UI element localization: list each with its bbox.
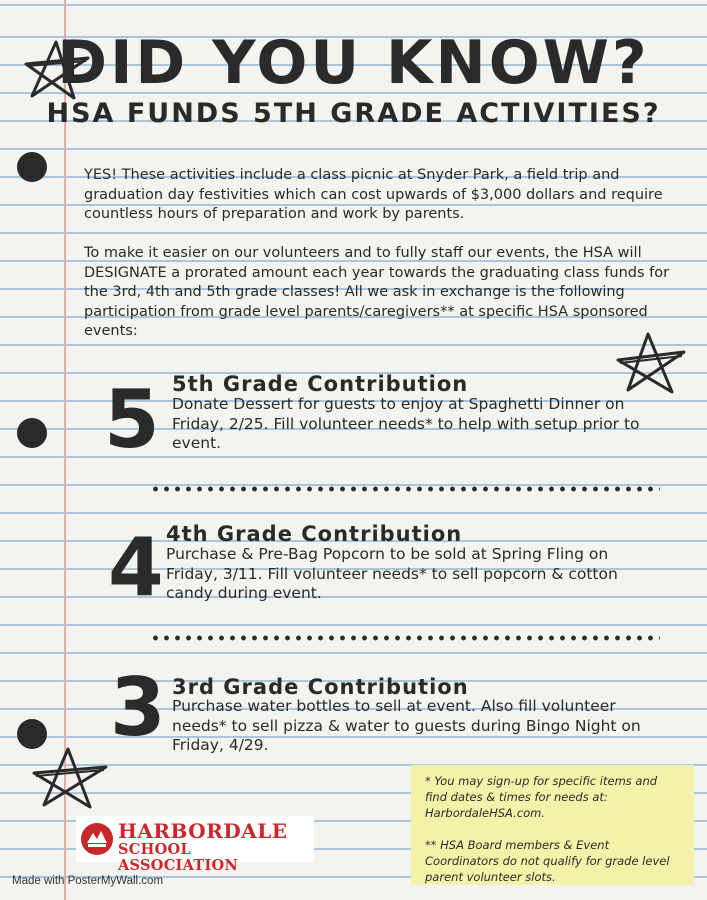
page-title: DID YOU KNOW? (57, 28, 650, 98)
footnote-signup: * You may sign-up for specific items and find dates & times for needs at: HarbordaleHSA.com. (425, 774, 658, 820)
section-title: 4th Grade Contribution (166, 522, 463, 546)
star-doodle-icon (28, 745, 110, 809)
page-subtitle: HSA FUNDS 5TH GRADE ACTIVITIES? (46, 98, 661, 129)
intro-paragraph: To make it easier on our volunteers and to fully staff our events, the HSA will DESIGNATE a prorated amount each year towards the graduating class funds for the 3rd, 4th and 5th grade classes! All we ask in exchange is the following participation from grade level parents/caregivers** at specific HSA sponsored events: (84, 245, 670, 339)
footnote-box (411, 765, 694, 885)
intro-paragraph: YES! These activities include a class picnic at Snyder Park, a field trip and graduation day festivities which can cost upwards of $3,000 dollars and require countless hours of preparation and work by parents. (84, 167, 663, 222)
footnote-board: ** HSA Board members & Event Coordinators do not qualify for grade level parent volunteer slots. (425, 838, 670, 884)
credit-text: Made with PosterMyWall.com (12, 875, 164, 887)
section-title: 5th Grade Contribution (172, 372, 469, 396)
logo-line-1: HARBORDALE (118, 819, 288, 843)
section-body: Purchase & Pre-Bag Popcorn to be sold at Spring Fling on Friday, 3/11. Fill volunteer needs* to sell popcorn & cotton candy during event. (166, 545, 618, 602)
binder-hole (17, 418, 47, 448)
dotted-divider (150, 635, 660, 641)
school-logo (76, 816, 314, 874)
binder-hole (17, 152, 47, 182)
grade-number: 3 (110, 661, 166, 754)
dotted-divider (150, 486, 660, 492)
section-body: Donate Dessert for guests to enjoy at Spaghetti Dinner on Friday, 2/25. Fill volunteer needs* to help with setup prior to event. (172, 395, 640, 452)
logo-line-2: SCHOOL ASSOCIATION (118, 841, 239, 874)
section-title: 3rd Grade Contribution (172, 675, 469, 699)
school-crest-icon (80, 821, 114, 857)
section-body: Purchase water bottles to sell at event. Also fill volunteer needs* to sell pizza & water to guests during Bingo Night on Friday, 4/29. (172, 697, 641, 754)
grade-number: 4 (108, 521, 164, 614)
grade-number: 5 (104, 373, 160, 466)
